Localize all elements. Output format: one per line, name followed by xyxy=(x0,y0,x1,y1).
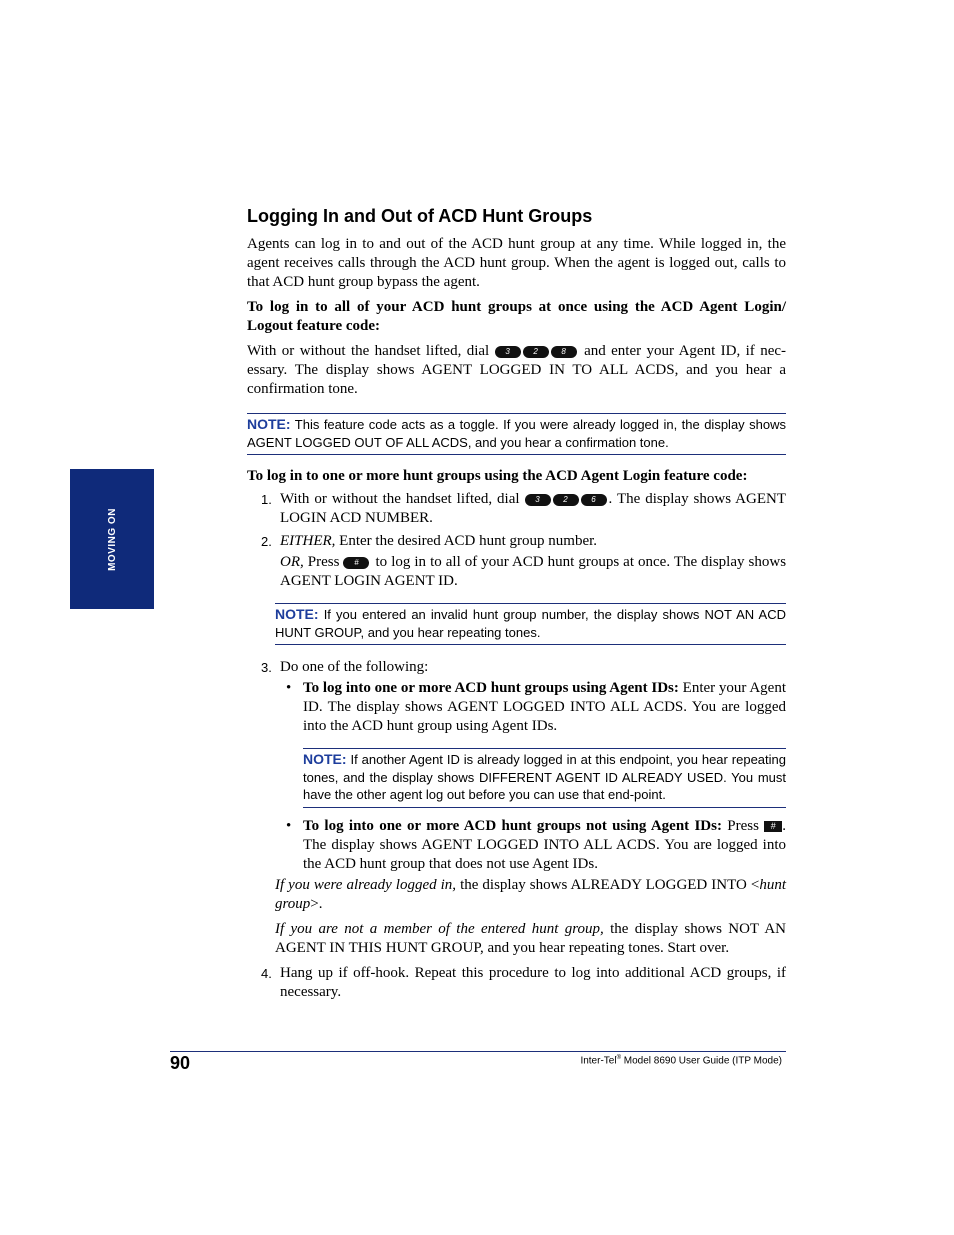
note-text: If you entered an invalid hunt group number, the display shows NOT AN ACD HUNT GROUP, and you hear repeating tones. xyxy=(275,607,786,640)
step-1: 1. With or without the handset lifted, dial 3 2 6 . The display shows AGENT LOGIN ACD NUMBER. xyxy=(261,491,786,526)
note-label: NOTE: xyxy=(303,751,347,767)
key-2-icon: 2 xyxy=(553,494,579,506)
note-text: If another Agent ID is already logged in at this endpoint, you hear repeating tones, and the display shows DIFFERENT AGENT ID ALREADY USED. You must have the other agent log out before you can use that end-point. xyxy=(303,752,786,802)
main-content xyxy=(247,204,786,1002)
key-3-icon: 3 xyxy=(525,494,551,506)
step-2-or: OR, Press # to log in to all of your ACD hunt groups at once. The display shows AGENT LOGIN AGENT ID. xyxy=(280,554,787,589)
pound-key-icon: # xyxy=(343,557,369,569)
footer-rule xyxy=(170,1051,786,1052)
key-2-icon: 2 xyxy=(523,346,549,358)
note-label: NOTE: xyxy=(275,606,319,622)
key-8-icon: 8 xyxy=(551,346,577,358)
side-tab-label: MOVING ON xyxy=(106,507,118,571)
already-logged-in-paragraph: If you were already logged in, the display shows ALREADY LOGGED INTO <hunt group>. xyxy=(275,876,786,912)
step-4: 4. Hang up if off-hook. Repeat this procedure to log into additional ACD groups, if necessary. xyxy=(261,964,786,1000)
note-invalid-group xyxy=(275,603,786,645)
note-different-agent xyxy=(303,748,786,808)
bullet-agent-ids: • To log into one or more ACD hunt groups using Agent IDs: Enter your Agent ID. The display shows AGENT LOGGED INTO ALL ACDS. You are logged into the ACD hunt group using Agent IDs. xyxy=(286,680,787,734)
section-title: Logging In and Out of ACD Hunt Groups xyxy=(247,206,593,226)
login-all-paragraph: With or without the handset lifted, dial 3 2 8 and enter your Agent ID, if nec-essary. The display shows AGENT LOGGED IN TO ALL ACDS, and you hear a confirmation tone. xyxy=(247,343,787,397)
note-text: This feature code acts as a toggle. If you were already logged in, the display shows AGENT LOGGED OUT OF ALL ACDS, and you hear a confirmation tone. xyxy=(247,417,786,450)
login-all-heading: To log in to all of your ACD hunt groups at once using the ACD Agent Login/ Logout feature code: xyxy=(247,299,786,334)
step-2: 2. EITHER, Enter the desired ACD hunt group number. xyxy=(261,533,598,549)
key-6-icon: 6 xyxy=(581,494,607,506)
bullet-no-agent-ids: • To log into one or more ACD hunt groups not using Agent IDs: Press # . The display shows AGENT LOGGED INTO ALL ACDS. You are logged into the ACD hunt group that does not use Agent IDs. xyxy=(286,817,787,872)
footer-text: Inter-Tel® Model 8690 User Guide (ITP Mode) xyxy=(580,1055,782,1067)
not-member-paragraph: If you are not a member of the entered hunt group, the display shows NOT AN AGENT IN THIS HUNT GROUP, and you hear repeating tones. Start over. xyxy=(275,920,787,956)
key-3-icon: 3 xyxy=(495,346,521,358)
pound-key-icon: # xyxy=(764,821,782,832)
note-label: NOTE: xyxy=(247,416,291,432)
login-one-heading: To log in to one or more hunt groups using the ACD Agent Login feature code: xyxy=(247,468,748,484)
step-3: 3. Do one of the following: xyxy=(261,659,429,675)
note-toggle xyxy=(247,413,786,455)
page-number: 90 xyxy=(170,1053,191,1073)
side-tab xyxy=(70,469,154,609)
intro-paragraph: Agents can log in to and out of the ACD hunt group at any time. While logged in, the agent receives calls through the ACD hunt group. When the agent is logged out, calls to that ACD hunt group bypass the agent. xyxy=(247,236,786,290)
